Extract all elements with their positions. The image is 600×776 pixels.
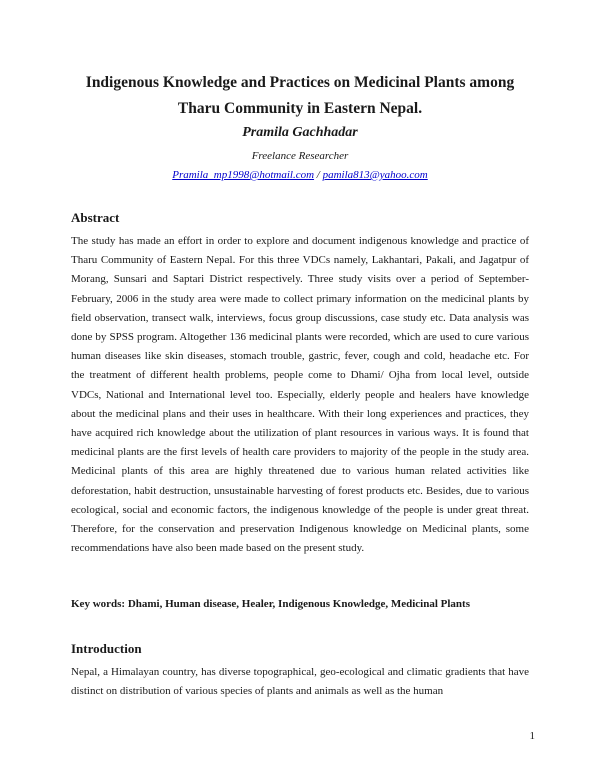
email-link-yahoo[interactable]: pamila813@yahoo.com	[322, 169, 428, 181]
abstract-text: The study has made an effort in order to explore and document indigenous knowledge and practice of Tharu Community of Eastern Nepal. For this three VDCs namely, Lakhantari, Pakali, and Jagatpur of Morang, Sunsari and Saptari District respectively. Three study visits over a period of September-February, 2006 in the study area were made to collect primary information on the medicinal plants by field observation, transect walk, interviews, focus group discussions, case study etc. Data analysis was done by SPSS program. Altogether 136 medicinal plants were recorded, which are used to cure various human diseases like skin diseases, stomach trouble, gastric, fever, cough and cold, headache etc. For the treatment of different health problems, people come to Dhami/ Ojha from local level, outside VDCs, National and International level too. Especially, elderly people and healers have knowledge about the medicinal plans and their uses in healthcare. With their long experiences and practices, they have acquired rich knowledge about the utilization of plant resources in various ways. It is found that medicinal plants are the first levels of health care providers to majority of the people in the study area. Medicinal plants of this area are highly threatened due to various human related activities like deforestation, habit destruction, unsustainable harvesting of forest products etc. Besides, due to various ecological, social and economic factors, the indigenous knowledge of the people is under great threat. Therefore, for the conservation and preservation Indigenous knowledge on Medicinal plants, some recommendations have also been made based on the present study.	[71, 235, 529, 555]
email-separator: /	[314, 169, 323, 181]
page-number: 1	[529, 730, 535, 742]
author-emails	[40, 169, 560, 181]
paper-title-line-1: Indigenous Knowledge and Practices on Medicinal Plants among	[85, 74, 515, 91]
keywords: Key words: Dhami, Human disease, Healer, Indigenous Knowledge, Medicinal Plants	[71, 598, 470, 610]
email-link-hotmail[interactable]: Pramila_mp1998@hotmail.com	[172, 169, 315, 181]
author-name: Pramila Gachhadar	[242, 125, 358, 140]
paper-title-line-2: Tharu Community in Eastern Nepal.	[177, 100, 423, 117]
author-affiliation: Freelance Researcher	[251, 150, 349, 162]
introduction-text: Nepal, a Himalayan country, has diverse topographical, geo-ecological and climatic gradients that have distinct on distribution of various species of plants and animals as well as the human	[71, 666, 529, 698]
abstract-heading: Abstract	[71, 210, 120, 225]
introduction-heading: Introduction	[71, 641, 142, 656]
